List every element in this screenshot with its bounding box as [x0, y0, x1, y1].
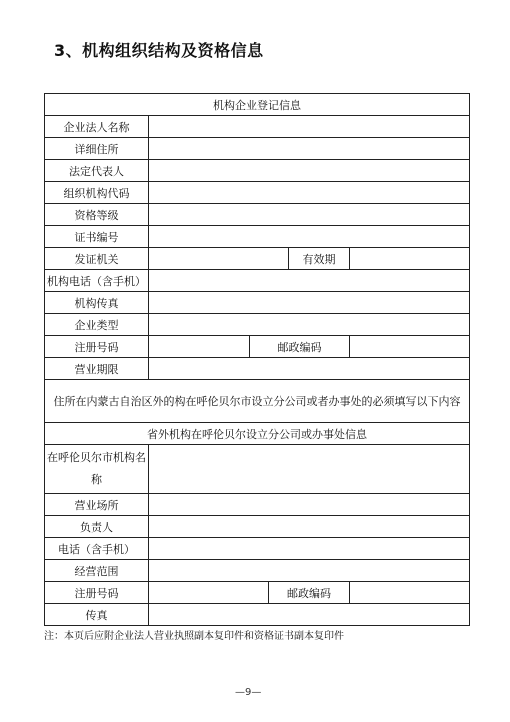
label-org-code: 组织机构代码	[45, 182, 149, 204]
label-legal-name: 企业法人名称	[45, 116, 149, 138]
field-org-code[interactable]	[149, 182, 470, 204]
label-validity: 有效期	[289, 248, 350, 270]
field-postcode[interactable]	[350, 336, 470, 358]
field-legal-name[interactable]	[149, 116, 470, 138]
field-branch-name[interactable]	[149, 445, 470, 494]
field-fax[interactable]	[149, 292, 470, 314]
label-phone: 机构电话（含手机）	[45, 270, 149, 292]
field-company-type[interactable]	[149, 314, 470, 336]
field-reg-no[interactable]	[149, 336, 250, 358]
field-manager[interactable]	[149, 516, 470, 538]
label-branch-phone: 电话（含手机）	[45, 538, 149, 560]
field-legal-rep[interactable]	[149, 160, 470, 182]
notice-out-of-region: 住所在内蒙古自治区外的构在呼伦贝尔市设立分公司或者办事处的必须填写以下内容	[45, 380, 470, 423]
section-title-branch-info: 省外机构在呼伦贝尔设立分公司或办事处信息	[45, 423, 470, 445]
field-scope[interactable]	[149, 560, 470, 582]
section-title-enterprise-registration: 机构企业登记信息	[45, 94, 470, 116]
field-branch-reg-no[interactable]	[149, 582, 269, 604]
field-branch-postcode[interactable]	[350, 582, 470, 604]
label-issuer: 发证机关	[45, 248, 149, 270]
label-qualification: 资格等级	[45, 204, 149, 226]
label-fax: 机构传真	[45, 292, 149, 314]
field-validity[interactable]	[350, 248, 470, 270]
field-premises[interactable]	[149, 494, 470, 516]
label-cert-no: 证书编号	[45, 226, 149, 248]
field-address[interactable]	[149, 138, 470, 160]
label-reg-no: 注册号码	[45, 336, 149, 358]
label-manager: 负责人	[45, 516, 149, 538]
label-company-type: 企业类型	[45, 314, 149, 336]
field-qualification[interactable]	[149, 204, 470, 226]
label-postcode: 邮政编码	[250, 336, 350, 358]
label-branch-postcode: 邮政编码	[269, 582, 350, 604]
label-branch-name: 在呼伦贝尔市机构名称	[45, 445, 149, 494]
page-number: —9—	[235, 687, 262, 698]
label-premises: 营业场所	[45, 494, 149, 516]
label-branch-reg-no: 注册号码	[45, 582, 149, 604]
label-business-term: 营业期限	[45, 358, 149, 380]
field-issuer[interactable]	[149, 248, 289, 270]
page-heading: 3、机构组织结构及资格信息	[54, 41, 264, 60]
footnote: 注：本页后应附企业法人营业执照副本复印件和资格证书副本复印件	[44, 631, 344, 642]
field-branch-phone[interactable]	[149, 538, 470, 560]
registration-form-table	[44, 93, 470, 626]
label-legal-rep: 法定代表人	[45, 160, 149, 182]
label-address: 详细住所	[45, 138, 149, 160]
label-scope: 经营范围	[45, 560, 149, 582]
field-cert-no[interactable]	[149, 226, 470, 248]
label-branch-fax: 传真	[45, 604, 149, 626]
field-phone[interactable]	[149, 270, 470, 292]
field-branch-fax[interactable]	[149, 604, 470, 626]
field-business-term[interactable]	[149, 358, 470, 380]
